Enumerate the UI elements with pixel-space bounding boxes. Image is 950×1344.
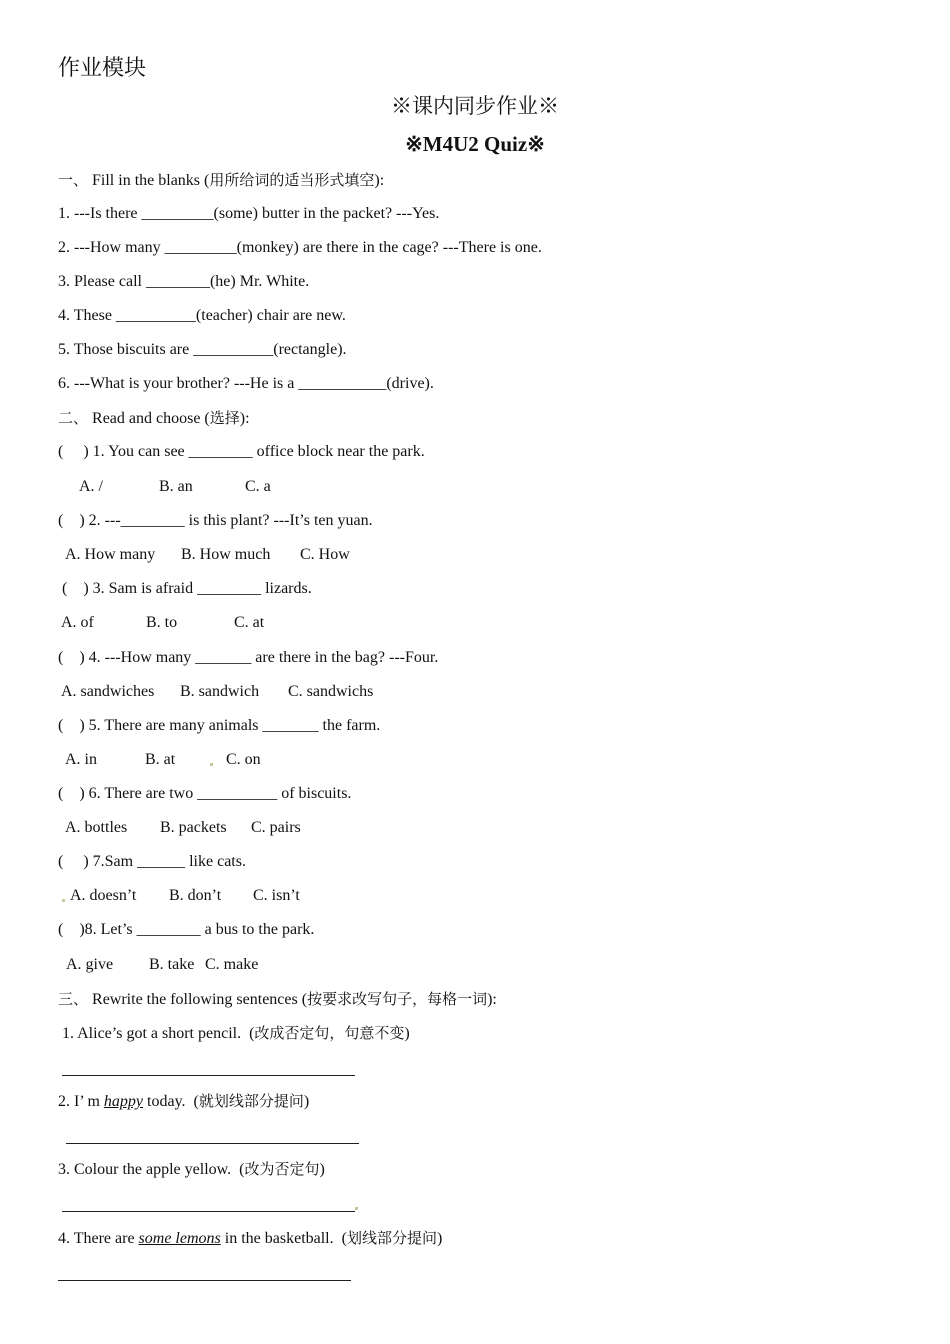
choice-option: C. on [226, 751, 261, 768]
rewrite-text: 4. There are [58, 1230, 139, 1247]
choice-question: ( ) 7.Sam ______ like cats. [58, 853, 246, 870]
answer-line[interactable] [58, 1280, 351, 1281]
section3-heading-end: ): [487, 991, 497, 1008]
section2-heading-en: Read and choose ( [88, 410, 210, 427]
rewrite-instruction: 就划线部分提问 [198, 1092, 304, 1110]
choice-option: C. How [300, 546, 350, 563]
section3-heading-cn: 按要求改写句子，每格一词 [307, 990, 488, 1008]
choice-option: B. an [159, 478, 193, 495]
fill-item: 2. ---How many _________(monkey) are there in the cage? ---There is one. [58, 239, 542, 256]
fill-item: 6. ---What is your brother? ---He is a ___________(drive). [58, 375, 434, 392]
section1-heading [58, 170, 384, 191]
choice-option: C. sandwichs [288, 683, 374, 700]
choice-option: C. at [234, 614, 265, 631]
answer-line[interactable] [62, 1075, 355, 1076]
rewrite-instruction: 改为否定句 [244, 1160, 320, 1178]
section2-heading-end: ): [239, 410, 250, 427]
section1-heading-cn: 用所给词的适当形式填空 [209, 171, 375, 189]
rewrite-instruction: 划线部分提问 [346, 1229, 437, 1247]
section2-heading-prefix: 二、 [58, 409, 89, 427]
rewrite-text: in the basketball. ( [220, 1230, 347, 1247]
choice-option: C. isn’t [253, 887, 300, 904]
choice-option: A. give [66, 956, 114, 973]
rewrite-text: today. ( [143, 1093, 199, 1110]
choice-question: ( ) 6. There are two __________ of biscuits. [58, 785, 352, 802]
rewrite-text-end: ) [319, 1161, 325, 1178]
choice-option: A. / [79, 478, 103, 495]
section3-heading-en: Rewrite the following sentences ( [88, 991, 308, 1008]
choice-option: C. make [205, 956, 259, 973]
rewrite-text-end: ) [436, 1230, 443, 1247]
stray-mark [62, 899, 65, 902]
choice-option: A. How many [65, 546, 156, 563]
choice-question: ( ) 2. ---________ is this plant? ---It’s ten yuan. [58, 512, 373, 529]
choice-option: B. don’t [169, 887, 222, 904]
choice-question: ( ) 5. There are many animals _______ the farm. [58, 717, 381, 734]
choice-option: B. at [145, 751, 176, 768]
underlined-word: happy [103, 1093, 144, 1110]
choice-option: B. to [146, 614, 178, 631]
choice-option: B. How much [181, 546, 271, 563]
answer-line[interactable] [62, 1211, 355, 1212]
section2-heading [58, 408, 250, 429]
fill-item: 5. Those biscuits are __________(rectangle). [58, 341, 347, 358]
section1-heading-en: Fill in the blanks ( [88, 172, 210, 189]
choice-option: C. a [245, 478, 271, 495]
rewrite-text: 1. Alice’s got a short pencil. ( [58, 1025, 255, 1042]
choice-option: B. sandwich [180, 683, 260, 700]
choice-question: ( ) 3. Sam is afraid ________ lizards. [62, 580, 312, 597]
quiz-title: ※M4U2 Quiz※ [405, 132, 545, 156]
section1-heading-prefix: 一、 [58, 171, 89, 189]
answer-line[interactable] [66, 1143, 359, 1144]
module-label: 作业模块 [58, 56, 147, 81]
rewrite-item [58, 1228, 442, 1249]
rewrite-item [58, 1159, 325, 1180]
stray-mark [355, 1207, 358, 1210]
choice-option: A. doesn’t [70, 887, 137, 904]
section2-heading-cn: 选择 [209, 409, 240, 427]
rewrite-item [58, 1023, 410, 1044]
rewrite-text-end: ) [404, 1025, 410, 1042]
section1-heading-end: ): [374, 172, 385, 189]
choice-option: B. take [149, 956, 195, 973]
choice-question: ( ) 1. You can see ________ office block near the park. [58, 443, 425, 460]
section3-heading [58, 989, 497, 1010]
underlined-phrase: some lemons [138, 1230, 221, 1247]
rewrite-instruction: 改成否定句，句意不变 [254, 1024, 405, 1042]
rewrite-text: 2. I’ m [58, 1093, 104, 1110]
choice-option: C. pairs [251, 819, 301, 836]
rewrite-item [58, 1091, 309, 1112]
rewrite-text: 3. Colour the apple yellow. ( [58, 1161, 245, 1178]
fill-item: 4. These __________(teacher) chair are new. [58, 307, 346, 324]
choice-option: B. packets [160, 819, 227, 836]
fill-item: 1. ---Is there _________(some) butter in the packet? ---Yes. [58, 205, 440, 222]
section-title: ※课内同步作业※ [391, 94, 559, 118]
choice-option: A. of [61, 614, 94, 631]
choice-option: A. in [65, 751, 97, 768]
stray-mark [210, 763, 213, 766]
choice-option: A. sandwiches [61, 683, 155, 700]
rewrite-text-end: ) [303, 1093, 310, 1110]
choice-option: A. bottles [65, 819, 128, 836]
choice-question: ( ) 4. ---How many _______ are there in the bag? ---Four. [58, 649, 439, 666]
choice-question: ( )8. Let’s ________ a bus to the park. [58, 921, 315, 938]
fill-item: 3. Please call ________(he) Mr. White. [58, 273, 310, 290]
section3-heading-prefix: 三、 [58, 990, 89, 1008]
